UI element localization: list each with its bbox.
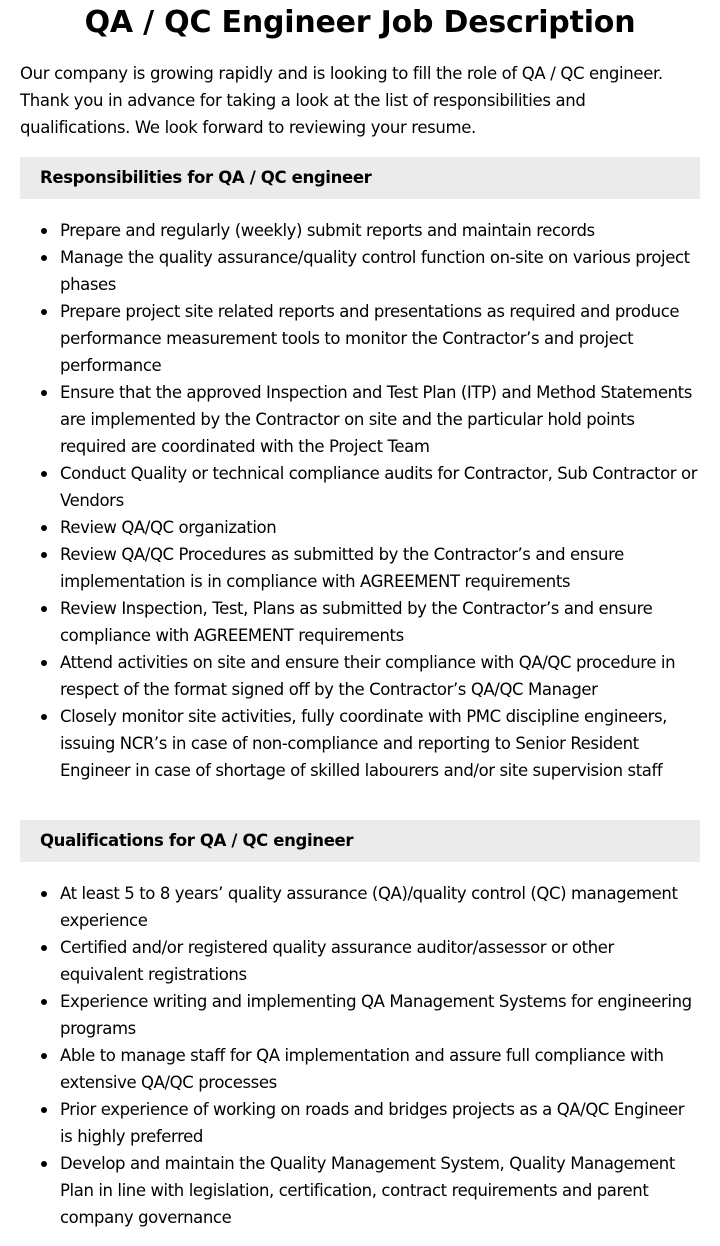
list-item-text: Prior experience of working on roads and bridges projects as a QA/QC Engineer is highly preferred bbox=[60, 1100, 685, 1146]
bullet-icon bbox=[41, 714, 47, 720]
list-item bbox=[20, 217, 700, 244]
bullet-icon bbox=[41, 552, 47, 558]
list-item-text: Experience writing and implementing QA Management Systems for engineering programs bbox=[60, 992, 692, 1038]
list-item-text: Conduct Quality or technical compliance audits for Contractor, Sub Contractor or Vendors bbox=[60, 464, 698, 510]
list-item bbox=[20, 1150, 700, 1231]
bullet-icon bbox=[41, 390, 47, 396]
bullet-icon bbox=[41, 255, 47, 261]
qualifications-heading: Qualifications for QA / QC engineer bbox=[20, 820, 700, 862]
bullet-icon bbox=[41, 471, 47, 477]
bullet-icon bbox=[41, 891, 47, 897]
list-item-text: Review QA/QC organization bbox=[60, 518, 277, 537]
responsibilities-heading: Responsibilities for QA / QC engineer bbox=[20, 157, 700, 199]
bullet-icon bbox=[41, 228, 47, 234]
list-item bbox=[20, 649, 700, 703]
list-item bbox=[20, 1096, 700, 1150]
bullet-icon bbox=[41, 999, 47, 1005]
responsibilities-list bbox=[20, 217, 700, 784]
page-title: QA / QC Engineer Job Description bbox=[84, 5, 636, 40]
list-item bbox=[20, 244, 700, 298]
qualifications-list bbox=[20, 880, 700, 1231]
list-item bbox=[20, 595, 700, 649]
list-item-text: Able to manage staff for QA implementation and assure full compliance with extensive QA/QC processes bbox=[60, 1046, 664, 1092]
list-item bbox=[20, 988, 700, 1042]
bullet-icon bbox=[41, 606, 47, 612]
bullet-icon bbox=[41, 1161, 47, 1167]
list-item bbox=[20, 514, 700, 541]
list-item-text: Manage the quality assurance/quality control function on-site on various project phases bbox=[60, 248, 690, 294]
list-item-text: Attend activities on site and ensure their compliance with QA/QC procedure in respect of the format signed off by the Contractor’s QA/QC Manager bbox=[60, 653, 676, 699]
list-item-text: At least 5 to 8 years’ quality assurance (QA)/quality control (QC) management experience bbox=[60, 884, 678, 930]
intro-paragraph: Our company is growing rapidly and is looking to fill the role of QA / QC engineer. Thank you in advance for taking a look at the list of responsibilities and qualifications. We look forward to reviewing your resume. bbox=[20, 64, 663, 137]
list-item bbox=[20, 703, 700, 784]
bullet-icon bbox=[41, 309, 47, 315]
list-item-text: Review QA/QC Procedures as submitted by the Contractor’s and ensure implementation is in compliance with AGREEMENT requirements bbox=[60, 545, 624, 591]
list-item bbox=[20, 880, 700, 934]
list-item-text: Review Inspection, Test, Plans as submitted by the Contractor’s and ensure compliance with AGREEMENT requirements bbox=[60, 599, 653, 645]
list-item-text: Prepare and regularly (weekly) submit reports and maintain records bbox=[60, 221, 595, 240]
list-item-text: Certified and/or registered quality assurance auditor/assessor or other equivalent registrations bbox=[60, 938, 614, 984]
bullet-icon bbox=[41, 1107, 47, 1113]
bullet-icon bbox=[41, 945, 47, 951]
list-item-text: Develop and maintain the Quality Management System, Quality Management Plan in line with legislation, certification, contract requirements and parent company governance bbox=[60, 1154, 675, 1227]
list-item bbox=[20, 934, 700, 988]
list-item-text: Ensure that the approved Inspection and Test Plan (ITP) and Method Statements are implemented by the Contractor on site and the particular hold points required are coordinated with the Project Team bbox=[60, 383, 692, 456]
bullet-icon bbox=[41, 1053, 47, 1059]
list-item bbox=[20, 1042, 700, 1096]
bullet-icon bbox=[41, 525, 47, 531]
list-item bbox=[20, 298, 700, 379]
section-spacer bbox=[20, 784, 700, 804]
list-item bbox=[20, 460, 700, 514]
list-item-text: Closely monitor site activities, fully coordinate with PMC discipline engineers, issuing NCR’s in case of non-compliance and reporting to Senior Resident Engineer in case of shortage of skilled labourers and/or site supervision staff bbox=[60, 707, 668, 780]
list-item-text: Prepare project site related reports and presentations as required and produce performance measurement tools to monitor the Contractor’s and project performance bbox=[60, 302, 680, 375]
list-item bbox=[20, 379, 700, 460]
list-item bbox=[20, 541, 700, 595]
bullet-icon bbox=[41, 660, 47, 666]
